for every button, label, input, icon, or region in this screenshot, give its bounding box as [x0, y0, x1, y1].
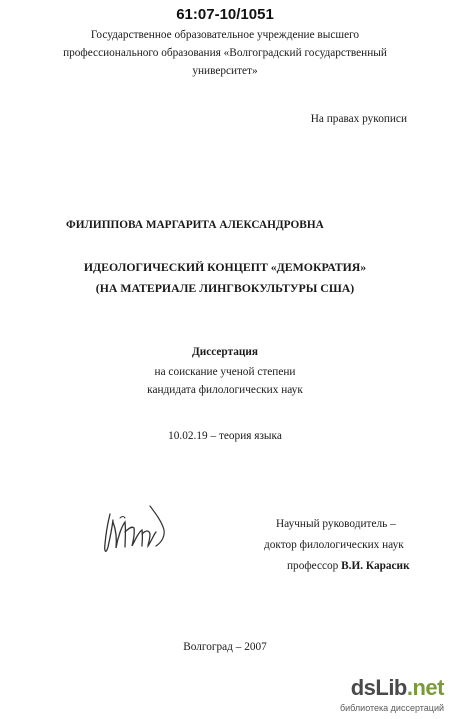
degree-line-1: на соискание ученой степени: [154, 366, 296, 378]
dslib-watermark[interactable]: [334, 675, 444, 719]
supervisor-name: В.И. Карасик: [341, 560, 410, 572]
degree-line-2: кандидата филологических наук: [147, 384, 303, 396]
thesis-title-line-1: ИДЕОЛОГИЧЕСКИЙ КОНЦЕПТ «ДЕМОКРАТИЯ»: [83, 260, 367, 274]
dslib-logo: dsLib.net: [350, 675, 444, 700]
supervisor-line-1: Научный руководитель –: [276, 518, 396, 530]
handwritten-signature: [92, 492, 172, 562]
institution-line-3: университет»: [192, 65, 258, 77]
author-name: ФИЛИППОВА МАРГАРИТА АЛЕКСАНДРОВНА: [66, 219, 324, 231]
supervisor-line-2: доктор филологических наук: [264, 539, 404, 551]
supervisor-rank: профессор: [287, 560, 339, 572]
supervisor-line-3: [287, 560, 410, 572]
archive-code: 61:07-10/1051: [176, 6, 274, 23]
specialty: 10.02.19 – теория языка: [168, 430, 282, 442]
work-type: Диссертация: [191, 346, 259, 358]
thesis-title-line-2: (НА МАТЕРИАЛЕ ЛИНГВОКУЛЬТУРЫ США): [95, 281, 355, 295]
institution-line-1: Государственное образовательное учреждение высшего: [90, 29, 360, 41]
institution-line-2: профессионального образования «Волгоградский государственный: [63, 47, 387, 59]
manuscript-note: На правах рукописи: [310, 113, 407, 125]
dslib-tagline: библиотека диссертаций: [339, 703, 444, 713]
place-year: Волгоград – 2007: [183, 641, 267, 653]
